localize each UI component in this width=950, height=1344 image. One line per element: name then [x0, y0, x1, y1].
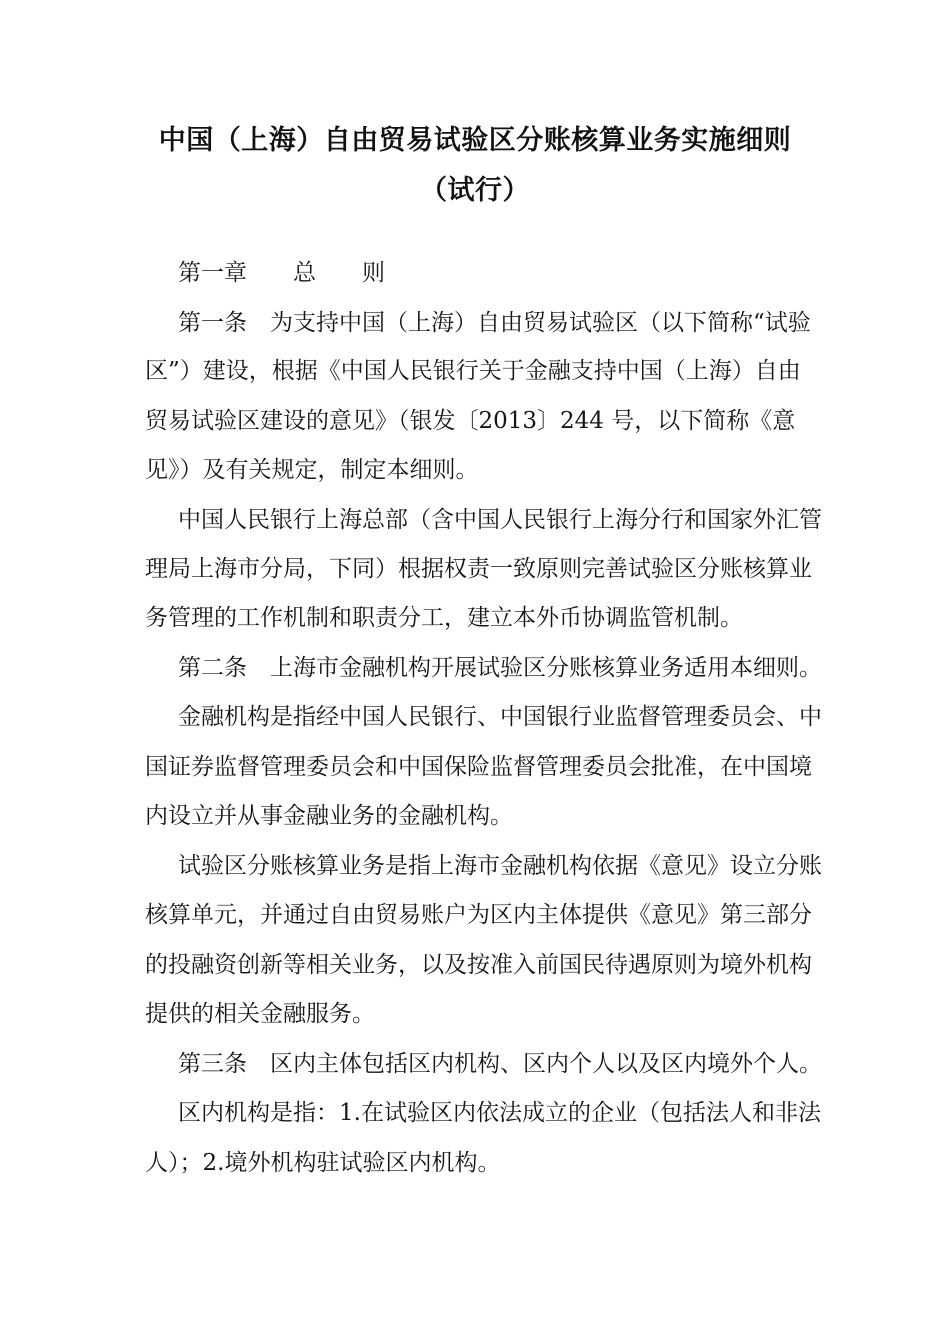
paragraph-line: 第二条 上海市金融机构开展试验区分账核算业务适用本细则。	[178, 655, 822, 681]
paragraph-line: 试验区分账核算业务是指上海市金融机构依据《意见》设立分账	[178, 853, 822, 879]
paragraph-line: 第一条 为支持中国（上海）自由贸易试验区（以下简称“试验	[178, 310, 811, 336]
paragraph-line: 第三条 区内主体包括区内机构、区内个人以及区内境外个人。	[178, 1051, 822, 1077]
paragraph-line: 人）；2.境外机构驻试验区内机构。	[145, 1150, 501, 1176]
paragraph-line: 金融机构是指经中国人民银行、中国银行业监督管理委员会、中	[178, 704, 822, 730]
paragraph-line: 的投融资创新等相关业务，以及按准入前国民待遇原则为境外机构	[145, 952, 812, 978]
paragraph-line: 见》）及有关规定，制定本细则。	[145, 457, 479, 483]
paragraph-line: 区”）建设，根据《中国人民银行关于金融支持中国（上海）自由	[145, 358, 801, 384]
chapter-number: 第一章	[178, 260, 247, 286]
chapter-name-part1: 总	[293, 260, 316, 286]
paragraph-line: 内设立并从事金融业务的金融机构。	[145, 803, 513, 829]
paragraph-line: 区内机构是指：1.在试验区内依法成立的企业（包括法人和非法	[178, 1100, 821, 1126]
paragraph-line: 理局上海市分局，下同）根据权责一致原则完善试验区分账核算业	[145, 556, 812, 582]
chapter-heading	[178, 254, 385, 287]
paragraph-line: 贸易试验区建设的意见》（银发〔2013〕244 号，以下简称《意	[145, 408, 796, 434]
document-subtitle: （试行）	[420, 175, 530, 206]
paragraph-line: 提供的相关金融服务。	[145, 1001, 375, 1027]
chapter-name-part2: 则	[362, 260, 385, 286]
paragraph-line: 国证券监督管理委员会和中国保险监督管理委员会批准，在中国境	[145, 754, 812, 780]
document-title: 中国（上海）自由贸易试验区分账核算业务实施细则	[158, 125, 792, 156]
paragraph-line: 核算单元，并通过自由贸易账户为区内主体提供《意见》第三部分	[145, 902, 812, 928]
paragraph-line: 务管理的工作机制和职责分工，建立本外币协调监管机制。	[145, 605, 743, 631]
paragraph-line: 中国人民银行上海总部（含中国人民银行上海分行和国家外汇管	[178, 507, 822, 533]
